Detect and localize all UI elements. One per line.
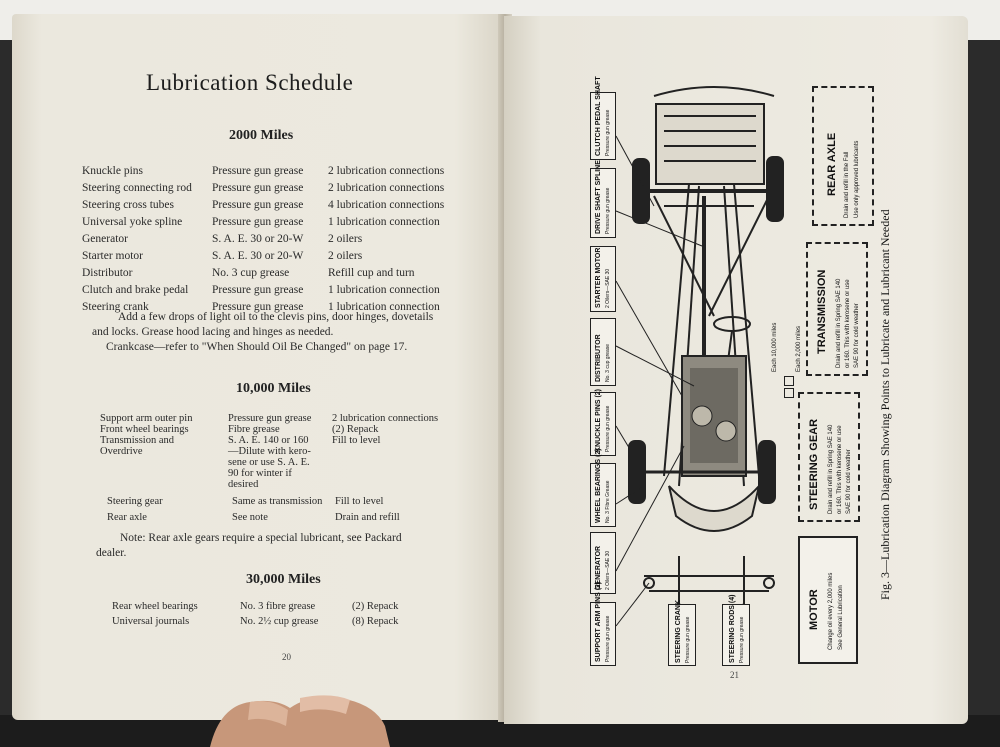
r30000-cell-item: Universal journals (112, 616, 190, 627)
r2000-cell-item: Steering crank (82, 301, 149, 313)
r10000-cell-item: Support arm outer pin (100, 413, 193, 424)
r2000-cell-item: Knuckle pins (82, 165, 144, 177)
label-sub: 2 Oilers—SAE 30 (605, 550, 611, 590)
box-transmission: TRANSMISSION Drain and refill in Spring SAE 140 or 160. This with kerosene or use SAE 90 for cold weather (806, 242, 868, 376)
r10000-cell-detail: (2) Repack (332, 424, 379, 435)
crankcase-note: Crankcase—refer to "When Should Oil Be Changed" on page 17. (106, 341, 408, 353)
label-title: CLUTCH PEDAL SHAFT (595, 76, 602, 156)
label-sub: Pressure gun grease (605, 615, 611, 662)
label-sub: Pressure gun grease (605, 109, 611, 156)
note-10000-line2: dealer. (96, 547, 127, 559)
r2000-cell-detail: 1 lubrication connection (328, 216, 440, 228)
r2000-cell-lubricant: Pressure gun grease (212, 182, 304, 194)
left-page (12, 14, 504, 720)
r2000-cell-item: Distributor (82, 267, 133, 279)
r30000-cell-detail: (8) Repack (352, 616, 399, 627)
page-number-left: 20 (282, 652, 291, 662)
r2000-cell-detail: 4 lubrication connections (328, 199, 445, 211)
label-title: DISTRIBUTOR (595, 334, 602, 382)
r10000-cell-item: Rear axle (107, 512, 147, 523)
label-sub: 2 Oilers—SAE 30 (605, 268, 611, 308)
figure-caption: Fig. 3—Lubrication Diagram Showing Points to Lubricate and Lubricant Needed (878, 209, 892, 600)
r2000-cell-detail: 1 lubrication connection (328, 284, 440, 296)
r10000-cell-lubricant: desired (228, 479, 259, 490)
label-sub: Pressure gun grease (605, 187, 611, 234)
legend-10000-text: Each 10,000 miles (772, 322, 778, 372)
r2000-cell-item: Starter motor (82, 250, 143, 262)
r10000-cell-detail: Drain and refill (335, 512, 400, 523)
label-title: KNUCKLE PINS (2) (595, 388, 602, 452)
r2000-cell-lubricant: Pressure gun grease (212, 165, 304, 177)
label-sub: No. 3 Fibre Grease (605, 480, 611, 523)
r10000-cell-lubricant: See note (232, 512, 268, 523)
r10000-cell-lubricant: Pressure gun grease (228, 413, 312, 424)
r10000-cell-item: Front wheel bearings (100, 424, 189, 435)
r10000-cell-detail: Fill to level (332, 435, 381, 446)
r2000-cell-lubricant: Pressure gun grease (212, 216, 304, 228)
r2000-cell-detail: 1 lubrication connection (328, 301, 440, 313)
label-title: SUPPORT ARM PINS (2) (595, 581, 602, 662)
r2000-cell-item: Clutch and brake pedal (82, 284, 189, 296)
r2000-cell-lubricant: Pressure gun grease (212, 199, 304, 211)
label-steering-rods: STEERING RODS (4) Pressure gun grease (722, 604, 750, 666)
r10000-cell-detail: 2 lubrication connections (332, 413, 439, 424)
r10000-cell-lubricant: sene or use S. A. E. (228, 457, 310, 468)
r30000-cell-lubricant: No. 2½ cup grease (240, 616, 319, 627)
r10000-cell-lubricant: Same as transmission (232, 496, 323, 507)
r10000-cell-lubricant: 90 for winter if (228, 468, 292, 479)
r2000-cell-lubricant: S. A. E. 30 or 20-W (212, 250, 304, 262)
r2000-cell-detail: 2 lubrication connections (328, 165, 445, 177)
r2000-cell-item: Generator (82, 233, 128, 245)
label-distributor (590, 318, 616, 386)
thumb-image (200, 686, 400, 747)
label-title: DRIVE SHAFT SPLINE (595, 160, 602, 234)
r30000-cell-detail: (2) Repack (352, 601, 399, 612)
label-knuckle-pins-2 (590, 388, 616, 456)
r2000-cell-detail: 2 lubrication connections (328, 182, 445, 194)
legend-box-10000 (784, 376, 794, 386)
label-drive-shaft-spline (590, 160, 616, 238)
label-title: STARTER MOTOR (595, 247, 602, 308)
section-heading-2000: 2000 Miles (229, 128, 294, 143)
r2000-cell-lubricant: No. 3 cup grease (212, 267, 290, 279)
section-heading-10000: 10,000 Miles (236, 381, 311, 396)
note-2000-line1: Add a few drops of light oil to the clevis pins, door hinges, dovetails (118, 311, 434, 323)
r30000-cell-item: Rear wheel bearings (112, 601, 198, 612)
r2000-cell-detail: 2 oilers (328, 233, 363, 245)
box-rear-axle: REAR AXLE Drain and refill in the Fall Use only approved lubricants (812, 86, 874, 226)
label-sub: Pressure gun grease (605, 405, 611, 452)
r10000-cell-item: Steering gear (107, 496, 163, 507)
page-number-right: 21 (730, 670, 739, 680)
legend (770, 322, 802, 396)
label-steering-crank: STEERING CRANK Pressure gun grease (668, 604, 696, 666)
r2000-cell-lubricant: Pressure gun grease (212, 301, 304, 313)
label-support-arm-pins-2 (590, 581, 616, 666)
r2000-cell-lubricant: S. A. E. 30 or 20-W (212, 233, 304, 245)
box-motor: MOTOR Change oil every 2,000 miles See General Lubrication (798, 536, 858, 664)
r10000-cell-lubricant: Fibre grease (228, 424, 280, 435)
r10000-cell-lubricant: S. A. E. 140 or 160 (228, 435, 309, 446)
label-clutch-pedal-shaft (590, 76, 616, 160)
r2000-cell-item: Steering cross tubes (82, 199, 174, 211)
box-steering-gear: STEERING GEAR Drain and refill in Spring SAE 140 or 160. This with kerosene or use SAE 90 for cold weather (798, 392, 860, 522)
r2000-cell-detail: Refill cup and turn (328, 267, 415, 279)
label-wheel-bearings-2 (590, 448, 616, 527)
r10000-cell-detail: Fill to level (335, 496, 384, 507)
label-generator (590, 532, 616, 594)
r10000-cell-lubricant: —Dilute with kero- (228, 446, 311, 457)
note-2000-line2: and locks. Grease hood lacing and hinges as needed. (92, 326, 334, 338)
r30000-cell-lubricant: No. 3 fibre grease (240, 601, 316, 612)
r10000-cell-item: Overdrive (100, 446, 143, 457)
label-starter-motor (590, 246, 616, 312)
r2000-cell-lubricant: Pressure gun grease (212, 284, 304, 296)
section-heading-30000: 30,000 Miles (246, 572, 321, 587)
legend-2000-text: Each 2,000 miles (796, 325, 802, 372)
label-title: GENERATOR (595, 545, 602, 590)
legend-box-2000 (784, 388, 794, 398)
page-title: Lubrication Schedule (146, 70, 354, 95)
label-sub: No. 3 cup grease (605, 343, 611, 382)
label-title: WHEEL BEARINGS (2) (595, 448, 602, 523)
r2000-cell-item: Steering connecting rod (82, 182, 192, 194)
r2000-cell-item: Universal yoke spline (82, 216, 183, 228)
r2000-cell-detail: 2 oilers (328, 250, 363, 262)
r10000-cell-item: Transmission and (100, 435, 174, 446)
note-10000-line1: Note: Rear axle gears require a special lubricant, see Packard (120, 532, 402, 544)
